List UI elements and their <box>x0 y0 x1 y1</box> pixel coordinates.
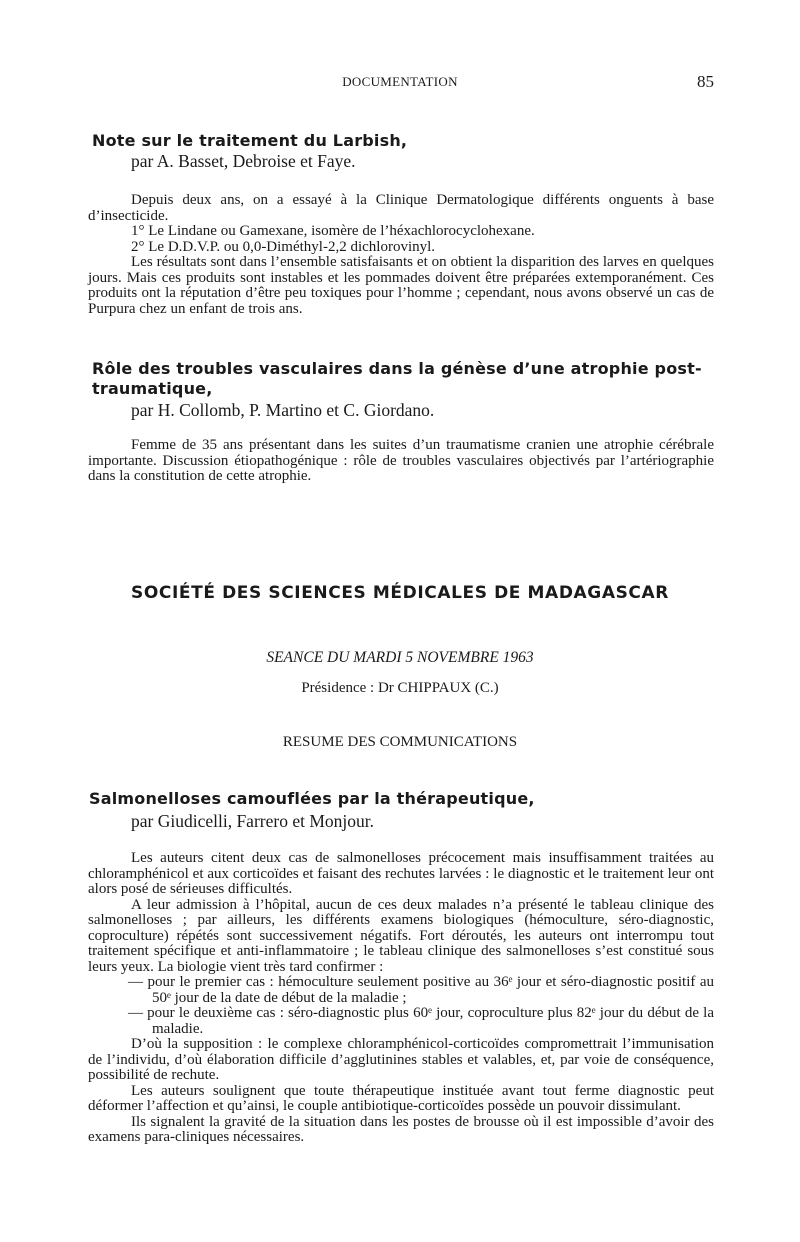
paragraph: 1° Le Lindane ou Gamexane, isomère de l’héxachlorocyclohexane. <box>131 223 535 239</box>
section-heading: RESUME DES COMMUNICATIONS <box>282 734 518 750</box>
article-body <box>88 851 714 1146</box>
paragraph-list-item: — pour le premier cas : hémoculture seulement positive au 36ᵉ jour et séro-diagnostic positif au 50ᵉ jour de la date de début de la maladie ; <box>128 974 714 1006</box>
paragraph: Les résultats sont dans l’ensemble satisfaisants et on obtient la disparition des larves en quelques jours. Mais ces produits sont instables et les pommades doivent être préparées extemporanément. Ces produits ont la réputation d’être peu toxiques pour l’homme ; cependant, nous avons observé un cas de Purpura chez un enfant de trois ans. <box>88 254 714 317</box>
paragraph: Ils signalent la gravité de la situation dans les postes de brousse où il est impossible d’avoir des examens para-cliniques nécessaires. <box>88 1113 714 1145</box>
paragraph: Femme de 35 ans présentant dans les suites d’un traumatisme cranien une atrophie cérébrale importante. Discussion étiopathogénique : rôle de troubles vasculaires objectivés par l’artériographie dans la constitution de cette atrophie. <box>88 437 714 484</box>
paragraph: 2° Le D.D.V.P. ou 0,0-Diméthyl-2,2 dichlorovinyl. <box>131 238 436 255</box>
paragraph-list-item: — pour le deuxième cas : séro-diagnostic plus 60ᵉ jour, coproculture plus 82ᵉ jour du début de la maladie. <box>128 1005 714 1037</box>
article-body <box>88 193 714 317</box>
article-title: Rôle des troubles vasculaires dans la génèse d’une atrophie post-traumatique, <box>92 359 702 398</box>
seance-date: SEANCE DU MARDI 5 NOVEMBRE 1963 <box>266 649 534 666</box>
paragraph: Depuis deux ans, on a essayé à la Clinique Dermatologique différents onguents à base d’insecticide. <box>88 192 714 224</box>
article-authors: par A. Basset, Debroise et Faye. <box>131 151 356 171</box>
running-header <box>0 74 800 94</box>
presidence-line: Présidence : Dr CHIPPAUX (C.) <box>301 680 499 696</box>
article-authors: par Giudicelli, Farrero et Monjour. <box>131 811 374 831</box>
running-title: DOCUMENTATION <box>342 74 458 89</box>
paragraph: Les auteurs citent deux cas de salmonelloses précocement mais insuffisamment traitées au chloramphénicol et aux corticoïdes et faisant des rechutes larvées : le diagnostic et le traitement leur ont alors posé de sérieuses difficultés. <box>88 850 714 897</box>
paragraph: Les auteurs soulignent que toute thérapeutique instituée avant tout ferme diagnostic peut déformer l’affection et qu’ainsi, le couple antibiotique-corticoïdes possède un pouvoir dissimulant. <box>88 1082 714 1114</box>
article-body <box>88 438 714 485</box>
paragraph: D’où la supposition : le complexe chloramphénicol-corticoïdes compromettrait l’immunisation de l’individu, d’où élaboration difficile d’agglutinines stables et valables, et, par voie de conséquence, possibilité de rechute. <box>88 1036 714 1083</box>
society-title: SOCIÉTÉ DES SCIENCES MÉDICALES DE MADAGASCAR <box>131 583 669 603</box>
paragraph: A leur admission à l’hôpital, aucun de ces deux malades n’a présenté le tableau clinique des salmonelloses ; par ailleurs, les différents examens biologiques (hémoculture, séro-diagnostic, coproculture) répétés sont successivement négatifs. Fort déroutés, les auteurs ont interrompu tout traitement spécifique et anti-inflammatoire ; le tableau clinique des salmonelloses s’est constitué sous leurs yeux. La biologie vient très tard confirmer : <box>88 896 714 975</box>
page-number: 85 <box>697 72 714 91</box>
article-title: Note sur le traitement du Larbish, <box>92 131 408 150</box>
article-title: Salmonelloses camouflées par la thérapeutique, <box>89 789 535 808</box>
article-authors: par H. Collomb, P. Martino et C. Giordano. <box>131 400 435 420</box>
